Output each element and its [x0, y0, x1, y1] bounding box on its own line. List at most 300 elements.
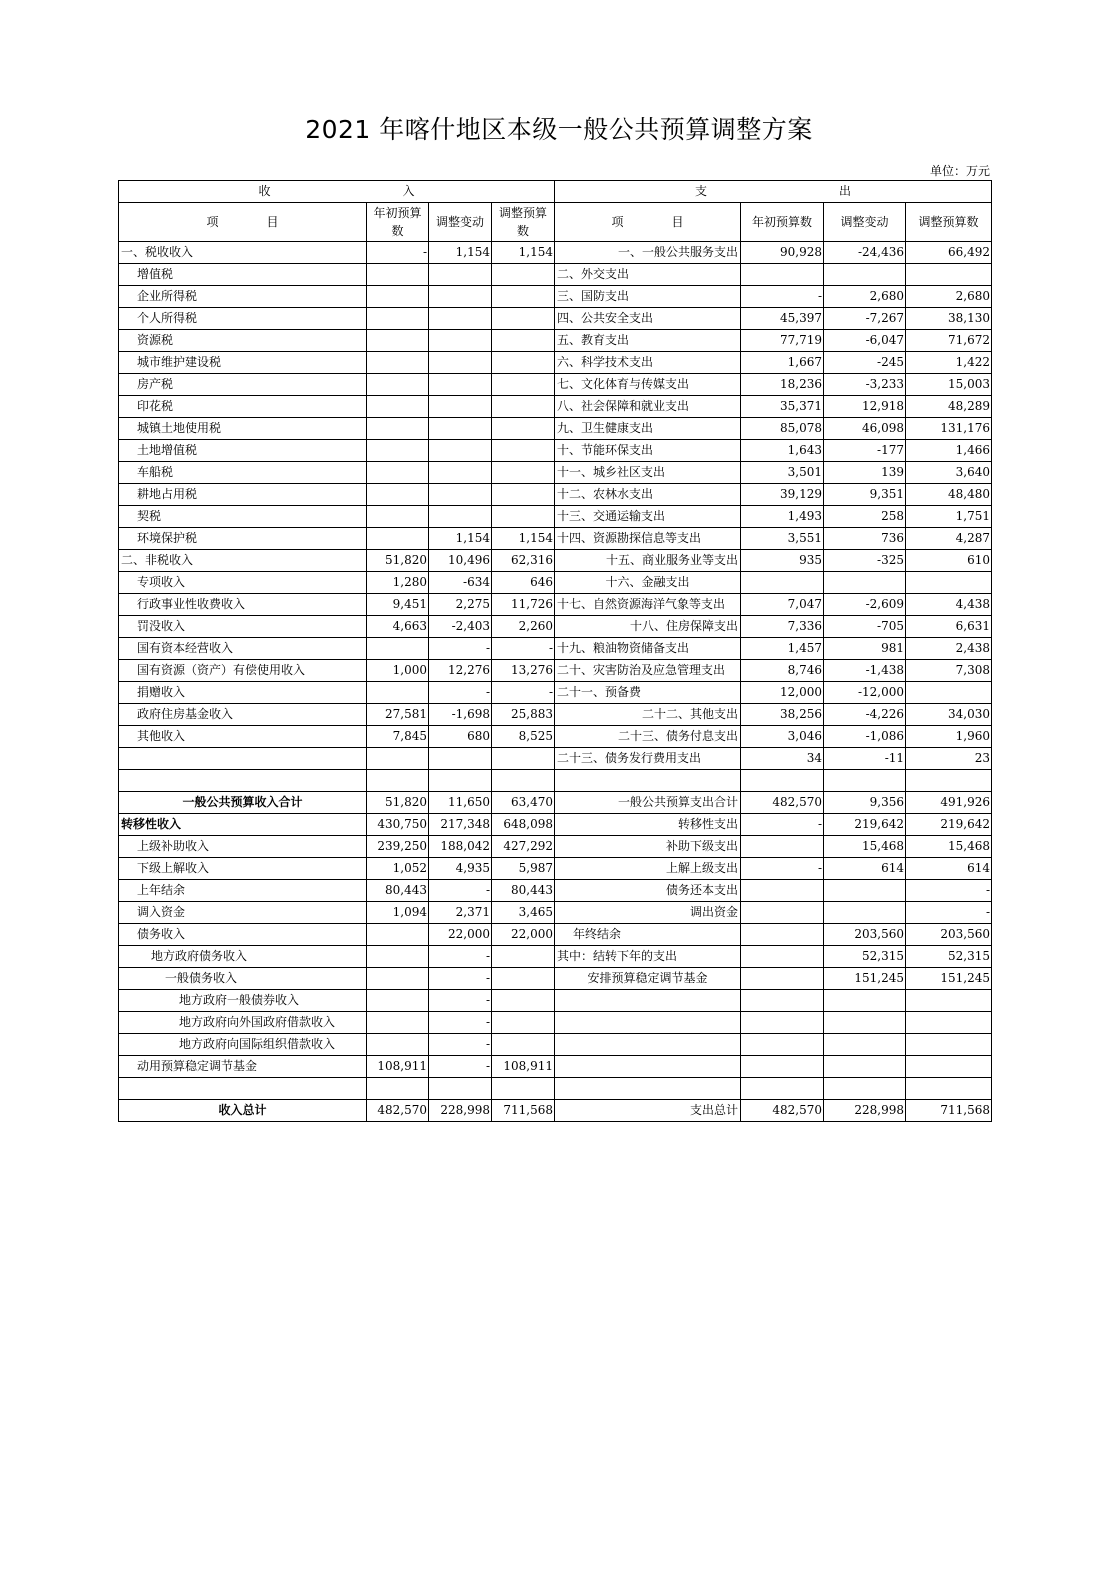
income-change-cell: -	[429, 1056, 492, 1078]
expense-adjusted-cell	[906, 770, 992, 792]
expense-change-cell	[824, 1056, 906, 1078]
income-change-cell	[429, 352, 492, 374]
income-item-cell: 资源税	[119, 330, 367, 352]
income-change-cell: -634	[429, 572, 492, 594]
expense-change-cell: 9,351	[824, 484, 906, 506]
expense-initial-cell	[741, 924, 824, 946]
expense-initial-cell	[741, 1056, 824, 1078]
expense-adjusted-cell: 6,631	[906, 616, 992, 638]
expense-change-cell: 2,680	[824, 286, 906, 308]
table-row	[119, 814, 992, 836]
income-initial-cell: 51,820	[367, 792, 429, 814]
expense-change-cell: 219,642	[824, 814, 906, 836]
expense-item-header: 项 目	[555, 203, 741, 242]
income-adjusted-cell	[492, 506, 555, 528]
expense-change-cell: 614	[824, 858, 906, 880]
income-change-cell	[429, 396, 492, 418]
income-item-cell: 动用预算稳定调节基金	[119, 1056, 367, 1078]
income-initial-cell	[367, 990, 429, 1012]
income-item-cell: 契税	[119, 506, 367, 528]
expense-item-cell: 三、国防支出	[555, 286, 741, 308]
expense-initial-cell: 1,457	[741, 638, 824, 660]
expense-adjusted-cell: 203,560	[906, 924, 992, 946]
expense-initial-cell	[741, 836, 824, 858]
income-adjusted-cell: 2,260	[492, 616, 555, 638]
expense-item-cell: 十二、农林水支出	[555, 484, 741, 506]
income-change-cell	[429, 462, 492, 484]
expense-change-cell: 139	[824, 462, 906, 484]
income-adjusted-cell: 427,292	[492, 836, 555, 858]
expense-change-cell	[824, 902, 906, 924]
income-adjusted-cell	[492, 330, 555, 352]
expense-initial-cell	[741, 946, 824, 968]
expense-item-cell: 支出总计	[555, 1100, 741, 1122]
expense-item-cell: 七、文化体育与传媒支出	[555, 374, 741, 396]
expense-change-cell: 15,468	[824, 836, 906, 858]
income-item-cell	[119, 1078, 367, 1100]
income-adjusted-cell: 711,568	[492, 1100, 555, 1122]
income-initial-cell: 7,845	[367, 726, 429, 748]
expense-adjusted-cell: -	[906, 902, 992, 924]
table-row	[119, 1056, 992, 1078]
income-change-cell	[429, 506, 492, 528]
income-initial-cell	[367, 352, 429, 374]
income-adjusted-cell: 1,154	[492, 528, 555, 550]
income-initial-cell	[367, 374, 429, 396]
expense-item-cell: 八、社会保障和就业支出	[555, 396, 741, 418]
income-item-cell: 收入总计	[119, 1100, 367, 1122]
income-change-cell: 680	[429, 726, 492, 748]
table-row	[119, 286, 992, 308]
income-change-cell	[429, 440, 492, 462]
expense-change-cell	[824, 1034, 906, 1056]
expense-item-cell: 十四、资源勘探信息等支出	[555, 528, 741, 550]
expense-initial-cell: 3,501	[741, 462, 824, 484]
income-group-header: 收 入	[119, 181, 555, 203]
expense-item-cell: 补助下级支出	[555, 836, 741, 858]
income-adjusted-cell	[492, 418, 555, 440]
expense-item-cell: 二、外交支出	[555, 264, 741, 286]
income-adjusted-cell	[492, 286, 555, 308]
income-change-cell: 11,650	[429, 792, 492, 814]
expense-item-cell: 年终结余	[555, 924, 741, 946]
income-initial-cell	[367, 968, 429, 990]
expense-item-cell	[555, 770, 741, 792]
income-change-cell: 1,154	[429, 528, 492, 550]
table-row	[119, 352, 992, 374]
income-item-cell: 地方政府债务收入	[119, 946, 367, 968]
table-row	[119, 1012, 992, 1034]
expense-adjusted-cell: -	[906, 880, 992, 902]
expense-item-cell: 十九、粮油物资储备支出	[555, 638, 741, 660]
expense-initial-cell: 18,236	[741, 374, 824, 396]
expense-change-cell: -705	[824, 616, 906, 638]
expense-item-cell: 二十三、债务发行费用支出	[555, 748, 741, 770]
table-row	[119, 506, 992, 528]
income-adjusted-cell: 63,470	[492, 792, 555, 814]
table-row	[119, 572, 992, 594]
expense-change-cell: 46,098	[824, 418, 906, 440]
expense-item-cell: 十五、商业服务业等支出	[555, 550, 741, 572]
income-initial-cell: 239,250	[367, 836, 429, 858]
unit-label: 单位：万元	[929, 164, 990, 178]
income-item-cell: 一般公共预算收入合计	[119, 792, 367, 814]
income-item-cell: 印花税	[119, 396, 367, 418]
income-change-cell	[429, 308, 492, 330]
expense-item-cell: 其中：结转下年的支出	[555, 946, 741, 968]
expense-adjusted-cell: 48,289	[906, 396, 992, 418]
expense-item-cell: 二十、灾害防治及应急管理支出	[555, 660, 741, 682]
expense-change-cell: 736	[824, 528, 906, 550]
income-adjusted-cell: 22,000	[492, 924, 555, 946]
expense-item-cell	[555, 1012, 741, 1034]
table-row	[119, 440, 992, 462]
expense-change-cell: -177	[824, 440, 906, 462]
income-initial-cell	[367, 924, 429, 946]
income-adjusted-cell: 108,911	[492, 1056, 555, 1078]
income-change-cell: -	[429, 1034, 492, 1056]
income-adjusted-cell	[492, 1012, 555, 1034]
expense-initial-cell	[741, 990, 824, 1012]
table-row	[119, 308, 992, 330]
income-initial-cell: 51,820	[367, 550, 429, 572]
expense-change-cell	[824, 572, 906, 594]
table-row	[119, 748, 992, 770]
income-item-cell: 转移性收入	[119, 814, 367, 836]
income-adjusted-cell: 5,987	[492, 858, 555, 880]
income-item-cell: 城镇土地使用税	[119, 418, 367, 440]
expense-adjusted-cell	[906, 572, 992, 594]
income-adjusted-cell: 25,883	[492, 704, 555, 726]
expense-item-cell: 二十三、债务付息支出	[555, 726, 741, 748]
expense-item-cell: 二十二、其他支出	[555, 704, 741, 726]
table-row	[119, 792, 992, 814]
income-item-cell: 国有资本经营收入	[119, 638, 367, 660]
expense-initial-cell: 85,078	[741, 418, 824, 440]
expense-item-cell: 二十一、预备费	[555, 682, 741, 704]
expense-change-cell: -2,609	[824, 594, 906, 616]
income-initial-cell	[367, 396, 429, 418]
income-change-cell	[429, 484, 492, 506]
income-item-cell: 城市维护建设税	[119, 352, 367, 374]
income-initial-cell	[367, 484, 429, 506]
income-adjusted-cell	[492, 990, 555, 1012]
income-change-cell: 1,154	[429, 242, 492, 264]
income-initial-cell: 1,094	[367, 902, 429, 924]
income-item-cell: 增值税	[119, 264, 367, 286]
expense-item-cell: 十六、金融支出	[555, 572, 741, 594]
income-change-cell	[429, 374, 492, 396]
income-item-cell: 其他收入	[119, 726, 367, 748]
income-item-cell: 债务收入	[119, 924, 367, 946]
table-row	[119, 330, 992, 352]
page-title: 2021 年喀什地区本级一般公共预算调整方案	[305, 115, 813, 144]
expense-change-cell: -325	[824, 550, 906, 572]
expense-adjusted-cell: 71,672	[906, 330, 992, 352]
expense-adjusted-cell: 2,438	[906, 638, 992, 660]
table-body	[119, 242, 992, 1122]
expense-item-cell: 十、节能环保支出	[555, 440, 741, 462]
expense-adjusted-cell	[906, 1034, 992, 1056]
income-initial-cell: 80,443	[367, 880, 429, 902]
expense-initial-cell: 35,371	[741, 396, 824, 418]
income-item-cell: 一般债务收入	[119, 968, 367, 990]
table-row	[119, 1034, 992, 1056]
expense-adjusted-cell: 711,568	[906, 1100, 992, 1122]
income-item-cell	[119, 748, 367, 770]
expense-adjusted-cell: 131,176	[906, 418, 992, 440]
expense-item-cell: 安排预算稳定调节基金	[555, 968, 741, 990]
income-initial-cell: 1,280	[367, 572, 429, 594]
table-row	[119, 924, 992, 946]
expense-adjusted-cell	[906, 1056, 992, 1078]
expense-item-cell: 一、一般公共服务支出	[555, 242, 741, 264]
income-adjusted-cell	[492, 1078, 555, 1100]
table-row	[119, 990, 992, 1012]
expense-change-cell: 981	[824, 638, 906, 660]
income-adjusted-header: 调整预算数	[492, 203, 555, 242]
income-change-cell: 4,935	[429, 858, 492, 880]
expense-initial-cell	[741, 572, 824, 594]
income-item-cell: 地方政府向国际组织借款收入	[119, 1034, 367, 1056]
expense-adjusted-cell: 1,751	[906, 506, 992, 528]
income-initial-cell: 4,663	[367, 616, 429, 638]
expense-initial-cell	[741, 1034, 824, 1056]
expense-item-cell: 十三、交通运输支出	[555, 506, 741, 528]
expense-item-cell: 十一、城乡社区支出	[555, 462, 741, 484]
table-row	[119, 528, 992, 550]
expense-item-cell: 十八、住房保障支出	[555, 616, 741, 638]
expense-initial-cell: 1,493	[741, 506, 824, 528]
expense-change-cell	[824, 880, 906, 902]
expense-adjusted-cell: 219,642	[906, 814, 992, 836]
expense-initial-cell	[741, 880, 824, 902]
income-item-cell: 调入资金	[119, 902, 367, 924]
income-item-cell: 上级补助收入	[119, 836, 367, 858]
expense-item-cell: 一般公共预算支出合计	[555, 792, 741, 814]
table-row	[119, 902, 992, 924]
income-adjusted-cell	[492, 946, 555, 968]
expense-change-cell	[824, 1012, 906, 1034]
expense-change-cell: -7,267	[824, 308, 906, 330]
income-change-cell: 188,042	[429, 836, 492, 858]
income-initial-cell	[367, 440, 429, 462]
income-initial-cell	[367, 638, 429, 660]
income-item-cell: 耕地占用税	[119, 484, 367, 506]
income-change-cell	[429, 1078, 492, 1100]
income-adjusted-cell	[492, 308, 555, 330]
table-row	[119, 1100, 992, 1122]
expense-initial-cell: 482,570	[741, 792, 824, 814]
expense-adjusted-cell	[906, 264, 992, 286]
income-initial-cell	[367, 1012, 429, 1034]
expense-initial-cell	[741, 1012, 824, 1034]
income-item-cell: 房产税	[119, 374, 367, 396]
income-item-cell: 上年结余	[119, 880, 367, 902]
table-row	[119, 242, 992, 264]
income-adjusted-cell: 3,465	[492, 902, 555, 924]
income-initial-cell	[367, 330, 429, 352]
expense-item-cell: 转移性支出	[555, 814, 741, 836]
income-item-cell: 地方政府一般债券收入	[119, 990, 367, 1012]
income-item-cell: 土地增值税	[119, 440, 367, 462]
expense-change-cell: -12,000	[824, 682, 906, 704]
expense-change-cell: 52,315	[824, 946, 906, 968]
table-row	[119, 1078, 992, 1100]
table-row	[119, 462, 992, 484]
income-item-cell: 罚没收入	[119, 616, 367, 638]
table-row	[119, 638, 992, 660]
expense-change-cell: -245	[824, 352, 906, 374]
income-item-cell: 企业所得税	[119, 286, 367, 308]
income-initial-cell: 482,570	[367, 1100, 429, 1122]
income-change-cell: 22,000	[429, 924, 492, 946]
expense-item-cell: 六、科学技术支出	[555, 352, 741, 374]
table-row	[119, 682, 992, 704]
income-item-cell: 专项收入	[119, 572, 367, 594]
income-item-cell: 地方政府向外国政府借款收入	[119, 1012, 367, 1034]
income-initial-cell	[367, 264, 429, 286]
income-initial-cell: 430,750	[367, 814, 429, 836]
expense-adjusted-cell: 151,245	[906, 968, 992, 990]
expense-change-cell: 12,918	[824, 396, 906, 418]
table-row	[119, 880, 992, 902]
income-initial-cell: 1,052	[367, 858, 429, 880]
income-adjusted-cell	[492, 352, 555, 374]
income-initial-cell: -	[367, 242, 429, 264]
expense-adjusted-cell	[906, 990, 992, 1012]
expense-initial-cell: -	[741, 814, 824, 836]
income-change-cell: 2,275	[429, 594, 492, 616]
expense-change-cell: 228,998	[824, 1100, 906, 1122]
income-change-cell: 228,998	[429, 1100, 492, 1122]
income-change-cell	[429, 286, 492, 308]
income-initial-header: 年初预算数	[367, 203, 429, 242]
expense-change-cell: 258	[824, 506, 906, 528]
income-item-cell: 下级上解收入	[119, 858, 367, 880]
income-initial-cell	[367, 946, 429, 968]
income-adjusted-cell: 13,276	[492, 660, 555, 682]
table-row	[119, 418, 992, 440]
expense-item-cell: 十七、自然资源海洋气象等支出	[555, 594, 741, 616]
income-adjusted-cell: 1,154	[492, 242, 555, 264]
income-initial-cell: 1,000	[367, 660, 429, 682]
expense-item-cell: 债务还本支出	[555, 880, 741, 902]
income-initial-cell	[367, 528, 429, 550]
table-row	[119, 264, 992, 286]
income-item-cell: 一、税收收入	[119, 242, 367, 264]
expense-change-cell: 151,245	[824, 968, 906, 990]
expense-adjusted-cell	[906, 682, 992, 704]
table-row	[119, 704, 992, 726]
expense-adjusted-cell: 3,640	[906, 462, 992, 484]
expense-initial-cell: -	[741, 286, 824, 308]
expense-change-cell	[824, 990, 906, 1012]
income-adjusted-cell	[492, 968, 555, 990]
income-change-cell: 12,276	[429, 660, 492, 682]
expense-initial-cell: 3,046	[741, 726, 824, 748]
table-row	[119, 594, 992, 616]
income-change-cell: 10,496	[429, 550, 492, 572]
expense-change-cell: -1,438	[824, 660, 906, 682]
income-item-cell	[119, 770, 367, 792]
expense-adjusted-cell: 1,466	[906, 440, 992, 462]
income-adjusted-cell: 62,316	[492, 550, 555, 572]
table-row	[119, 836, 992, 858]
expense-change-cell: -11	[824, 748, 906, 770]
income-adjusted-cell: 8,525	[492, 726, 555, 748]
income-adjusted-cell	[492, 374, 555, 396]
income-change-header: 调整变动	[429, 203, 492, 242]
income-adjusted-cell	[492, 264, 555, 286]
income-initial-cell	[367, 462, 429, 484]
income-item-cell: 政府住房基金收入	[119, 704, 367, 726]
expense-adjusted-cell: 614	[906, 858, 992, 880]
table-row	[119, 550, 992, 572]
expense-initial-cell: 8,746	[741, 660, 824, 682]
expense-initial-cell: 3,551	[741, 528, 824, 550]
income-adjusted-cell	[492, 396, 555, 418]
income-change-cell: -	[429, 1012, 492, 1034]
expense-initial-cell: -	[741, 858, 824, 880]
expense-initial-cell: 77,719	[741, 330, 824, 352]
expense-adjusted-cell: 2,680	[906, 286, 992, 308]
income-adjusted-cell	[492, 748, 555, 770]
expense-initial-cell: 12,000	[741, 682, 824, 704]
income-change-cell	[429, 770, 492, 792]
income-item-cell: 个人所得税	[119, 308, 367, 330]
income-adjusted-cell: 648,098	[492, 814, 555, 836]
expense-change-cell: -24,436	[824, 242, 906, 264]
expense-initial-cell: 482,570	[741, 1100, 824, 1122]
expense-change-cell	[824, 1078, 906, 1100]
table-row	[119, 726, 992, 748]
income-change-cell: -1,698	[429, 704, 492, 726]
expense-adjusted-cell: 38,130	[906, 308, 992, 330]
income-change-cell: -	[429, 968, 492, 990]
income-item-cell: 国有资源（资产）有偿使用收入	[119, 660, 367, 682]
income-item-cell: 车船税	[119, 462, 367, 484]
income-change-cell: -	[429, 880, 492, 902]
income-item-cell: 二、非税收入	[119, 550, 367, 572]
income-initial-cell	[367, 1034, 429, 1056]
expense-change-cell: 9,356	[824, 792, 906, 814]
income-adjusted-cell	[492, 440, 555, 462]
expense-change-cell	[824, 264, 906, 286]
expense-initial-cell	[741, 264, 824, 286]
expense-initial-cell: 1,643	[741, 440, 824, 462]
expense-initial-cell: 7,336	[741, 616, 824, 638]
expense-adjusted-cell: 7,308	[906, 660, 992, 682]
expense-adjusted-cell: 34,030	[906, 704, 992, 726]
expense-item-cell	[555, 1034, 741, 1056]
income-initial-cell	[367, 1078, 429, 1100]
expense-initial-cell	[741, 1078, 824, 1100]
expense-initial-cell: 45,397	[741, 308, 824, 330]
expense-adjusted-cell: 66,492	[906, 242, 992, 264]
expense-item-cell: 上解上级支出	[555, 858, 741, 880]
income-change-cell: -	[429, 638, 492, 660]
income-item-cell: 行政事业性收费收入	[119, 594, 367, 616]
income-adjusted-cell: 11,726	[492, 594, 555, 616]
expense-initial-header: 年初预算数	[741, 203, 824, 242]
income-change-cell: -	[429, 946, 492, 968]
income-change-cell: 2,371	[429, 902, 492, 924]
income-initial-cell	[367, 770, 429, 792]
expense-change-cell: -6,047	[824, 330, 906, 352]
income-initial-cell: 27,581	[367, 704, 429, 726]
income-change-cell: -	[429, 682, 492, 704]
